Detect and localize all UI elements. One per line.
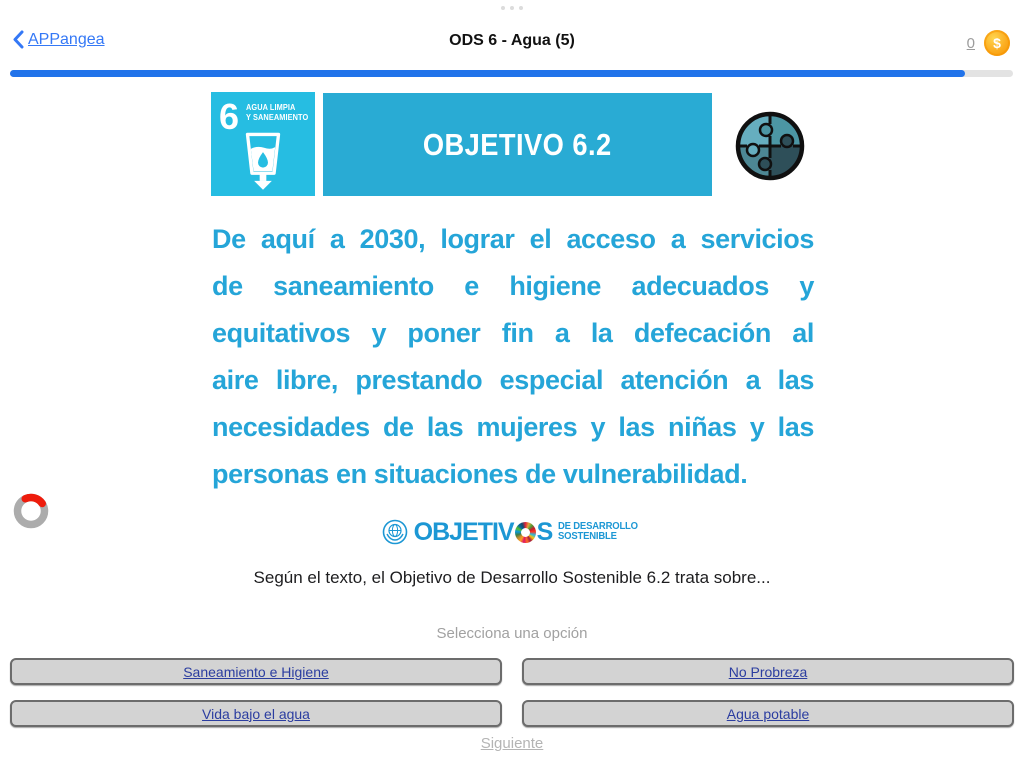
goal-text-line: necesidades de las mujeres y las niñas y las: [212, 412, 814, 442]
sdg-number: 6: [219, 96, 240, 137]
app-switcher-dots-icon: [0, 6, 1024, 10]
objective-banner-label: OBJETIVO 6.2: [423, 126, 612, 162]
objective-banner: [323, 93, 712, 196]
goal-text-line: equitativos y poner fin a la defecación al: [212, 318, 814, 348]
score-count[interactable]: 0: [966, 34, 975, 52]
answer-option-label: Saneamiento e Higiene: [183, 663, 329, 680]
score-area: [967, 30, 1010, 56]
answer-option-button[interactable]: [522, 658, 1014, 685]
goal-text-line: De aquí a 2030, lograr el acceso a servicios: [212, 224, 814, 254]
answer-option-label: No Probreza: [728, 663, 808, 680]
goal-description: [212, 216, 814, 498]
options-instruction: Selecciona una opción: [436, 625, 588, 642]
answer-option-button[interactable]: [522, 700, 1014, 727]
header: [0, 30, 1024, 54]
question-text: Según el texto, el Objetivo de Desarrollo Sostenible 6.2 trata sobre...: [253, 568, 771, 587]
loading-spinner-icon: [13, 493, 49, 529]
puzzle-piece-icon: [734, 110, 806, 182]
goal-text-line: de saneamiento e higiene adecuados y: [212, 271, 814, 301]
answer-option-label: Vida bajo el agua: [202, 705, 310, 722]
sdg-color-wheel-icon: [515, 522, 536, 543]
water-glass-icon: [235, 130, 291, 192]
sdg-title: AGUA LIMPIA Y SANEAMIENTO: [246, 103, 309, 122]
next-link-wrap: [0, 735, 1024, 753]
sdg6-logo-tile: [211, 92, 315, 196]
answer-option-button[interactable]: [10, 700, 502, 727]
answer-option-label: Agua potable: [726, 705, 810, 722]
logo-wordmark: OBJETIV S: [413, 517, 553, 546]
goal-text-line: personas en situaciones de vulnerabilidad.: [212, 459, 748, 489]
back-label[interactable]: APPangea: [28, 30, 105, 48]
progress-bar-track: [10, 70, 1013, 77]
next-button[interactable]: Siguiente: [480, 735, 544, 752]
progress-bar-fill: [10, 70, 965, 77]
sdg-logo: [0, 513, 1024, 551]
goal-text-line: aire libre, prestando especial atención a las: [212, 365, 814, 395]
coin-symbol: $: [993, 35, 1001, 51]
coin-icon[interactable]: [984, 30, 1010, 56]
answer-option-button[interactable]: [10, 658, 502, 685]
page-title: ODS 6 - Agua (5): [449, 32, 575, 49]
un-emblem-icon: [382, 519, 408, 545]
logo-tagline: DE DESARROLLO SOSTENIBLE: [558, 520, 639, 542]
